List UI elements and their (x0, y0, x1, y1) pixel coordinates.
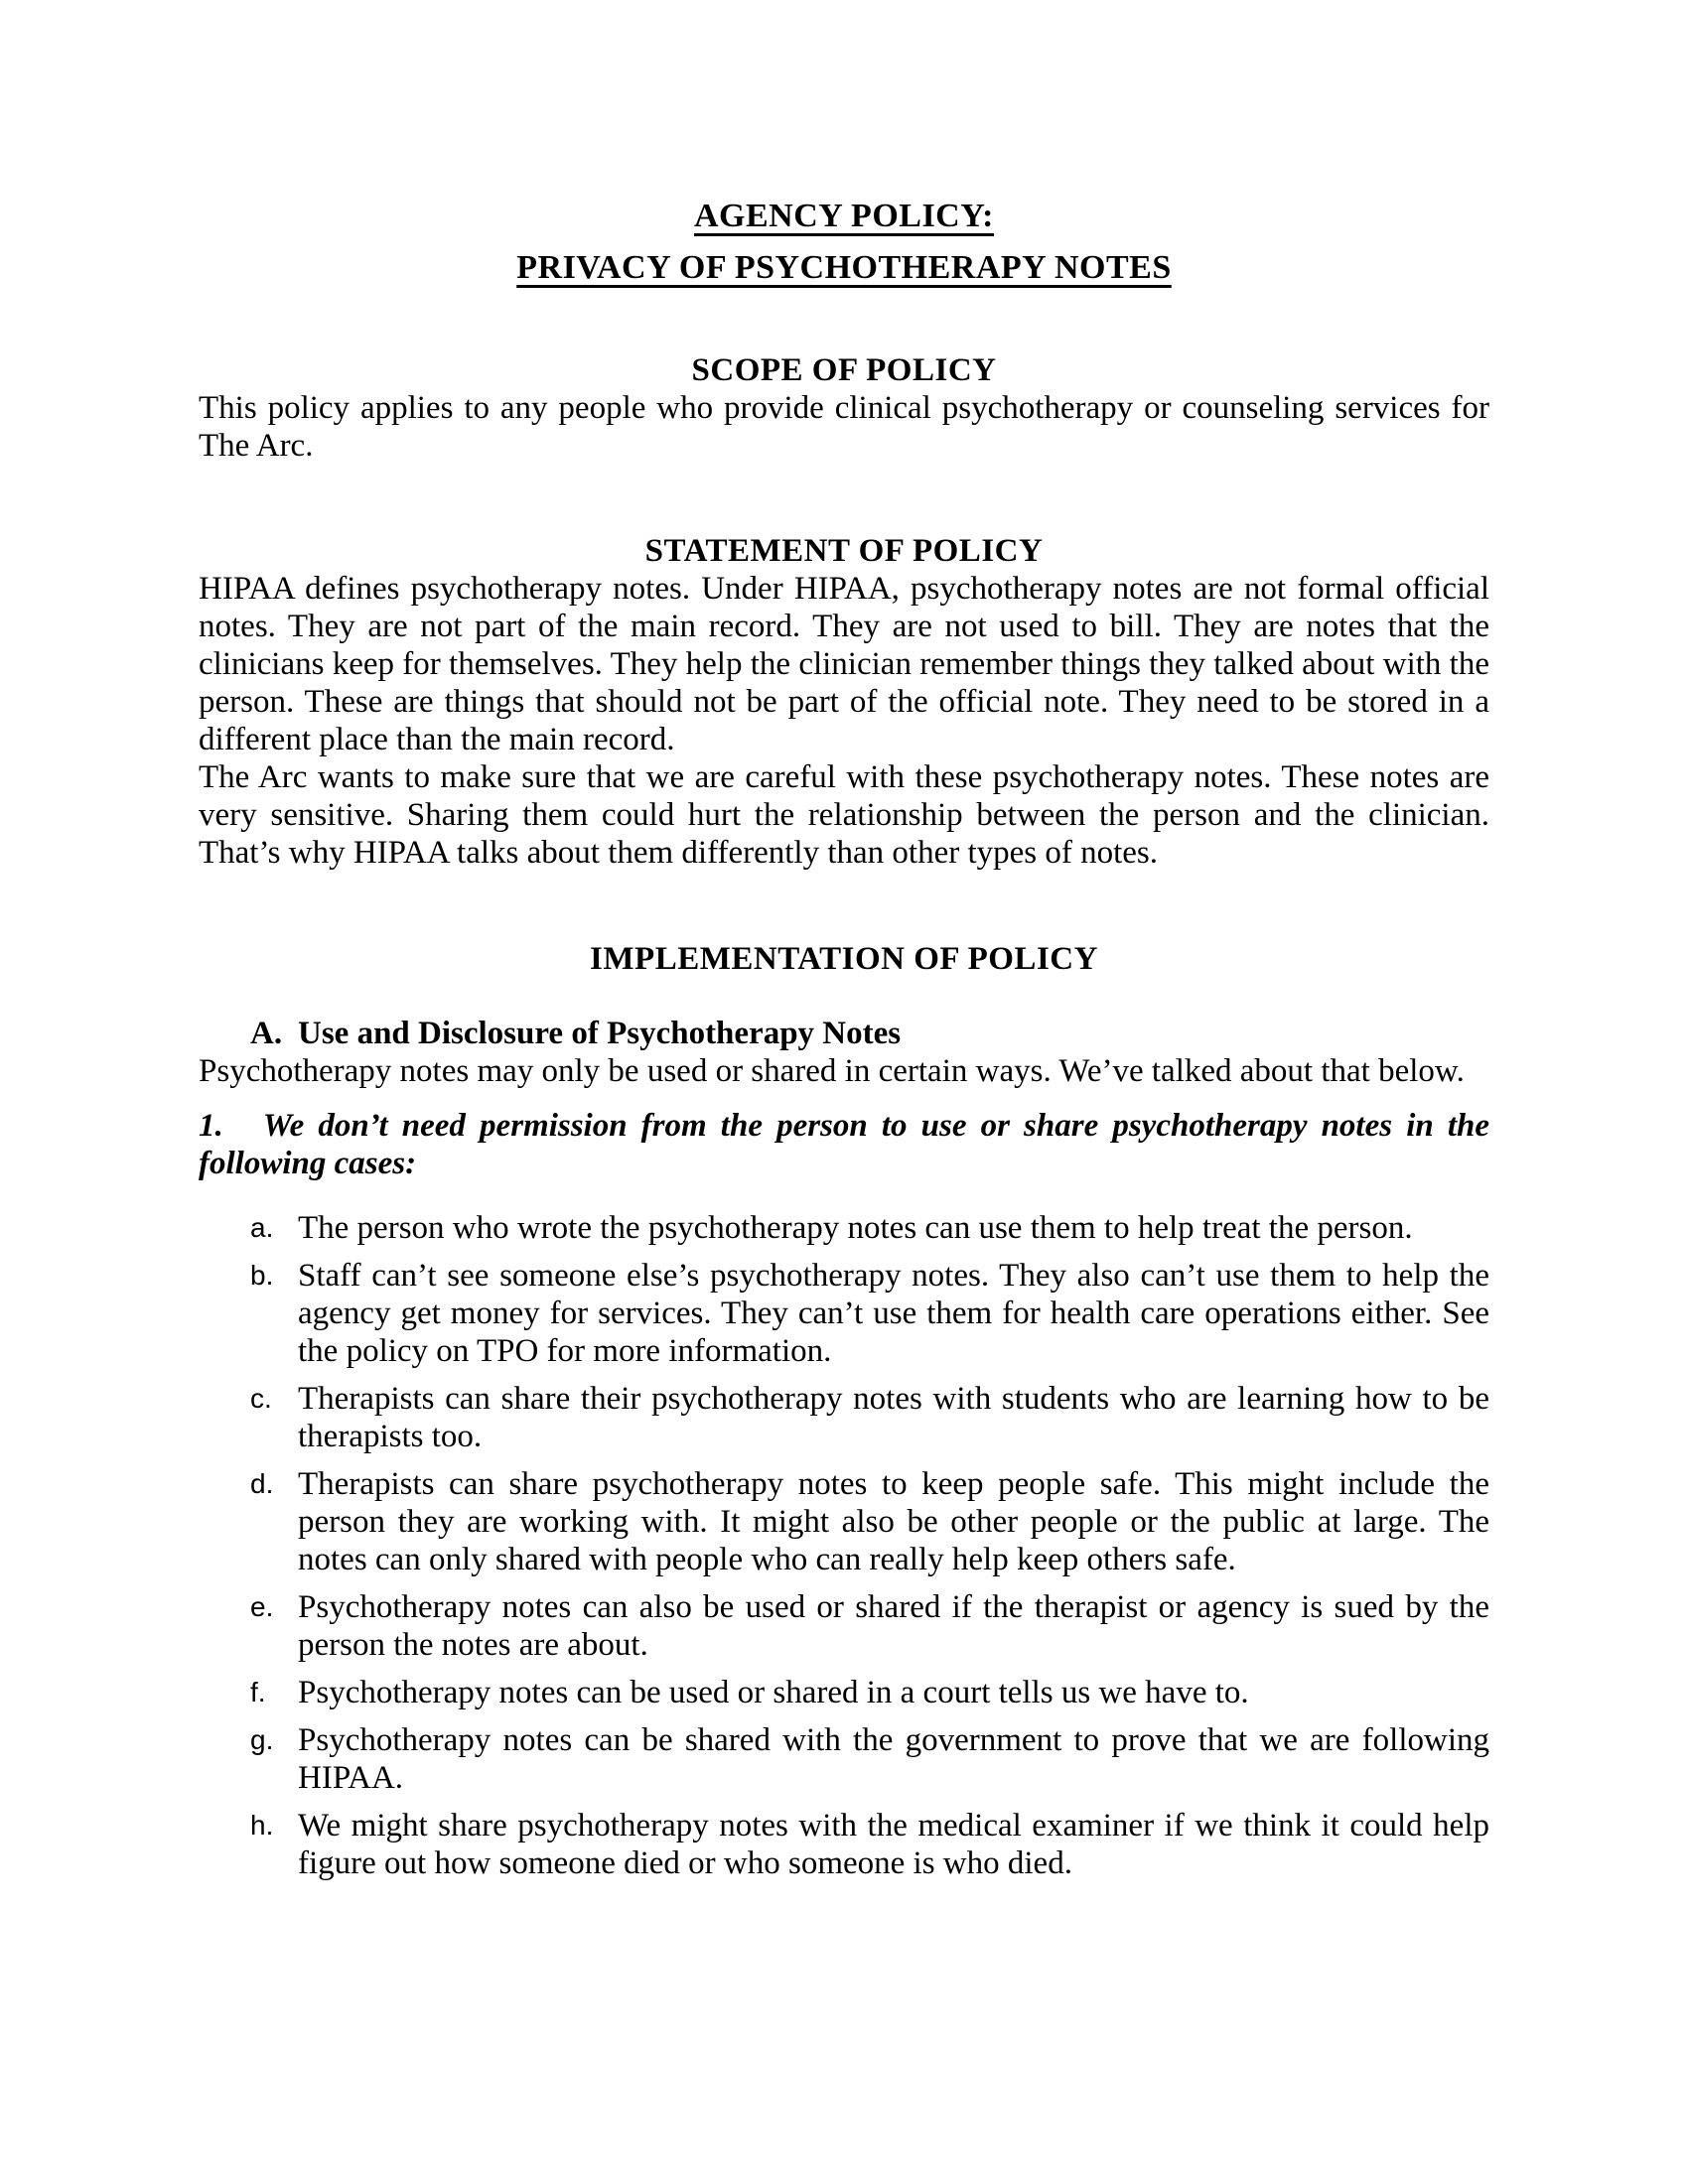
list-item-f (250, 1674, 1489, 1711)
list-item-g (250, 1721, 1489, 1797)
numbered-item-1-marker: 1. (199, 1108, 223, 1144)
list-item-g-text: Psychotherapy notes can be shared with the government to prove that we are following HIPAA. (298, 1722, 1489, 1796)
list-item-f-text: Psychotherapy notes can be used or shared in a court tells us we have to. (298, 1675, 1249, 1710)
list-item-c (250, 1380, 1489, 1455)
statement-paragraph-1: HIPAA defines psychotherapy notes. Under HIPAA, psychotherapy notes are not formal official notes. They are not part of the main record. They are not used to bill. They are notes that the clinicians keep for themselves. They help the clinician remember things they talked about with the person. These are things that should not be part of the official note. They need to be stored in a different place than the main record. (199, 571, 1489, 757)
scope-of-policy-paragraph: This policy applies to any people who provide clinical psychotherapy or counseling services for The Arc. (199, 390, 1489, 464)
numbered-item-1-text: We don’t need permission from the person to use or share psychotherapy notes in the following cases: (199, 1108, 1489, 1181)
subsection-a-title: Use and Disclosure of Psychotherapy Notes (298, 1016, 902, 1051)
doc-title-line-1 (199, 191, 1489, 242)
list-item-e-text: Psychotherapy notes can also be used or shared if the therapist or agency is sued by the person the notes are about. (298, 1589, 1489, 1663)
list-item-g-marker: g. (250, 1724, 274, 1755)
list-item-e-marker: e. (250, 1591, 274, 1622)
list-item-b-marker: b. (250, 1260, 274, 1291)
list-item-a (250, 1209, 1489, 1247)
implementation-of-policy-heading: IMPLEMENTATION OF POLICY (590, 941, 1098, 977)
list-item-b (250, 1257, 1489, 1370)
list-item-f-marker: f. (250, 1677, 266, 1707)
list-item-a-text: The person who wrote the psychotherapy notes can use them to help treat the person. (298, 1210, 1413, 1246)
list-item-h (250, 1807, 1489, 1882)
doc-title-text-2: PRIVACY OF PSYCHOTHERAPY NOTES (516, 249, 1172, 286)
list-item-d (250, 1465, 1489, 1578)
list-item-e (250, 1588, 1489, 1664)
list-item-h-text: We might share psychotherapy notes with the medical examiner if we think it could help figure out how someone died or who someone is who died. (298, 1808, 1489, 1881)
doc-title-text-1: AGENCY POLICY: (693, 198, 994, 234)
list-item-c-text: Therapists can share their psychotherapy notes with students who are learning how to be therapists too. (298, 1381, 1489, 1454)
list-item-d-marker: d. (250, 1468, 274, 1499)
list-item-c-marker: c. (250, 1383, 272, 1414)
doc-title-line-2 (199, 242, 1489, 294)
list-item-h-marker: h. (250, 1810, 274, 1841)
list-item-d-text: Therapists can share psychotherapy notes to keep people safe. This might include the person they are working with. It might also be other people or the public at large. The notes can only shared with people who can really help keep others safe. (298, 1466, 1489, 1577)
numbered-item-1 (199, 1107, 1489, 1182)
subsection-a-marker: A. (250, 1016, 283, 1051)
subsection-a-intro-paragraph: Psychotherapy notes may only be used or shared in certain ways. We’ve talked about that below. (199, 1053, 1465, 1089)
list-item-a-marker: a. (250, 1212, 274, 1243)
list-item-b-text: Staff can’t see someone else’s psychotherapy notes. They also can’t use them to help the agency get money for services. They can’t use them for health care operations either. See the policy on TPO for more information. (298, 1258, 1489, 1369)
statement-paragraph-2: The Arc wants to make sure that we are careful with these psychotherapy notes. These notes are very sensitive. Sharing them could hurt the relationship between the person and the clinician. That’s why HIPAA talks about them differently than other types of notes. (199, 759, 1489, 871)
scope-of-policy-heading: SCOPE OF POLICY (691, 352, 997, 388)
statement-of-policy-heading: STATEMENT OF POLICY (644, 533, 1044, 569)
lettered-list (199, 1209, 1489, 1882)
subsection-a-heading (199, 1015, 1489, 1052)
